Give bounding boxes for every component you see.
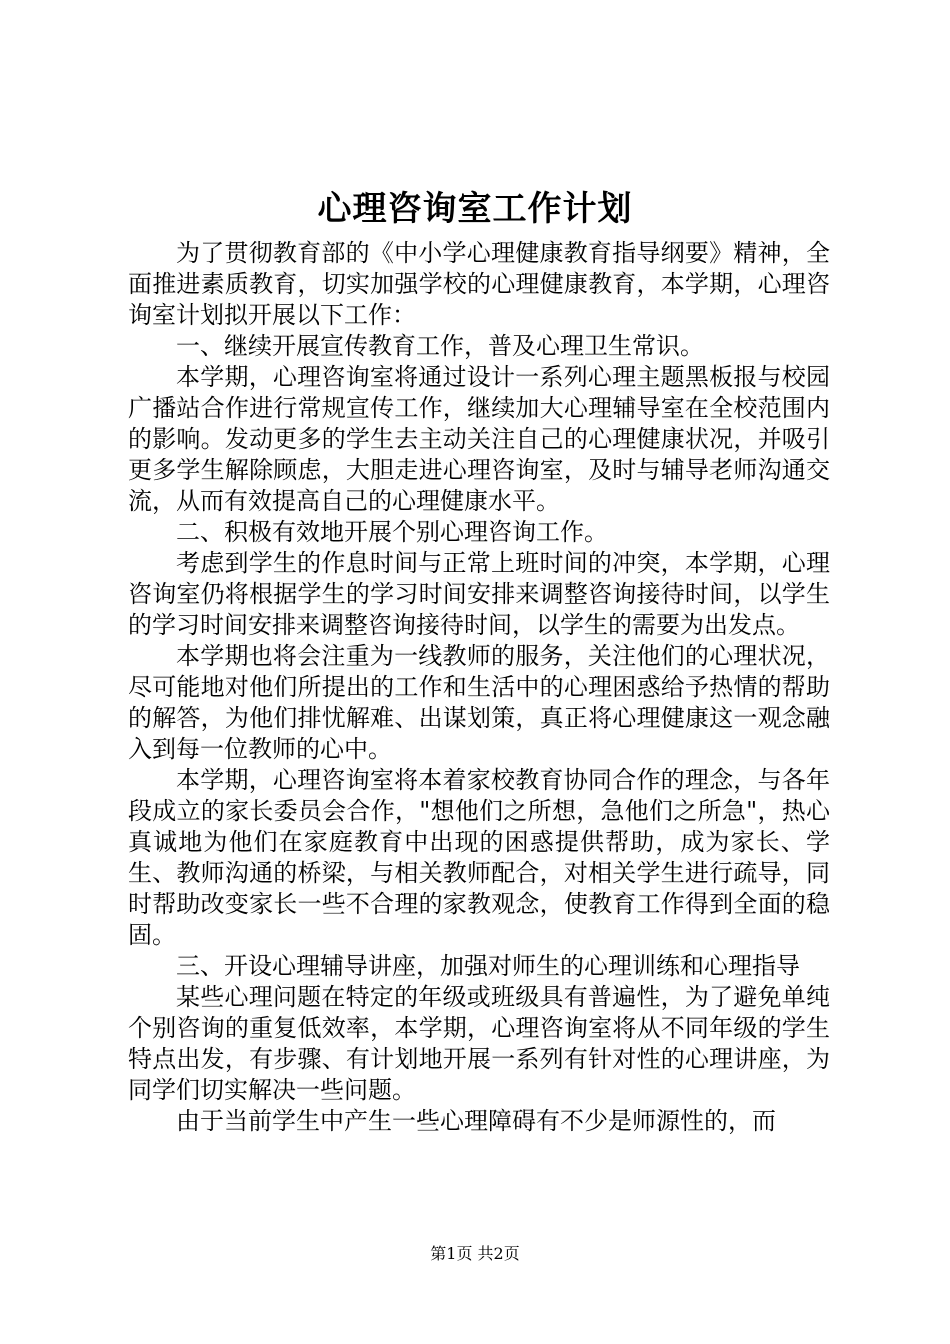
paragraph-teacher-service: 本学期也将会注重为一线教师的服务，关注他们的心理状况，尽可能地对他们所提出的工作和生活中的心理困惑给予热情的帮助的解答，为他们排忧解难、出谋划策，真正将心理健康这一观念融入到每一位教师的心中。 bbox=[128, 642, 830, 763]
section-heading-1: 一、继续开展宣传教育工作，普及心理卫生常识。 bbox=[176, 332, 704, 360]
document-title: 心理咨询室工作计划 bbox=[317, 189, 633, 229]
section-heading-3: 三、开设心理辅导讲座，加强对师生的心理训练和心理指导 bbox=[176, 952, 800, 980]
paragraph-publicity: 本学期，心理咨询室将通过设计一系列心理主题黑板报与校园广播站合作进行常规宣传工作，继续加大心理辅导室在全校范围内的影响。发动更多的学生去主动关注自己的心理健康状况，并吸引更多学生解除顾虑，大胆走进心理咨询室，及时与辅导老师沟通交流，从而有效提高自己的心理健康水平。 bbox=[128, 363, 830, 515]
page-footer: 第1页 共2页 bbox=[430, 1244, 520, 1263]
paragraph-lectures: 某些心理问题在特定的年级或班级具有普遍性，为了避免单纯个别咨询的重复低效率，本学期，心理咨询室将从不同年级的学生特点出发，有步骤、有计划地开展一系列有针对性的心理讲座，为同学们切实解决一些问题。 bbox=[128, 983, 830, 1104]
paragraph-teacher-source: 由于当前学生中产生一些心理障碍有不少是师源性的，而 bbox=[176, 1107, 776, 1135]
paragraph-consultation-hours: 考虑到学生的作息时间与正常上班时间的冲突，本学期，心理咨询室仍将根据学生的学习时间安排来调整咨询接待时间，以学生的学习时间安排来调整咨询接待时间，以学生的需要为出发点。 bbox=[128, 549, 830, 639]
paragraph-home-school: 本学期，心理咨询室将本着家校教育协同合作的理念，与各年段成立的家长委员会合作，"想他们之所想，急他们之所急"，热心真诚地为他们在家庭教育中出现的困惑提供帮助，成为家长、学生、教师沟通的桥梁，与相关教师配合，对相关学生进行疏导，同时帮助改变家长一些不合理的家教观念，使教育工作得到全面的稳固。 bbox=[128, 766, 830, 949]
document-body bbox=[128, 238, 830, 1137]
paragraph-intro: 为了贯彻教育部的《中小学心理健康教育指导纲要》精神，全面推进素质教育，切实加强学校的心理健康教育，本学期，心理咨询室计划拟开展以下工作： bbox=[128, 239, 830, 329]
section-heading-2: 二、积极有效地开展个别心理咨询工作。 bbox=[176, 518, 608, 546]
